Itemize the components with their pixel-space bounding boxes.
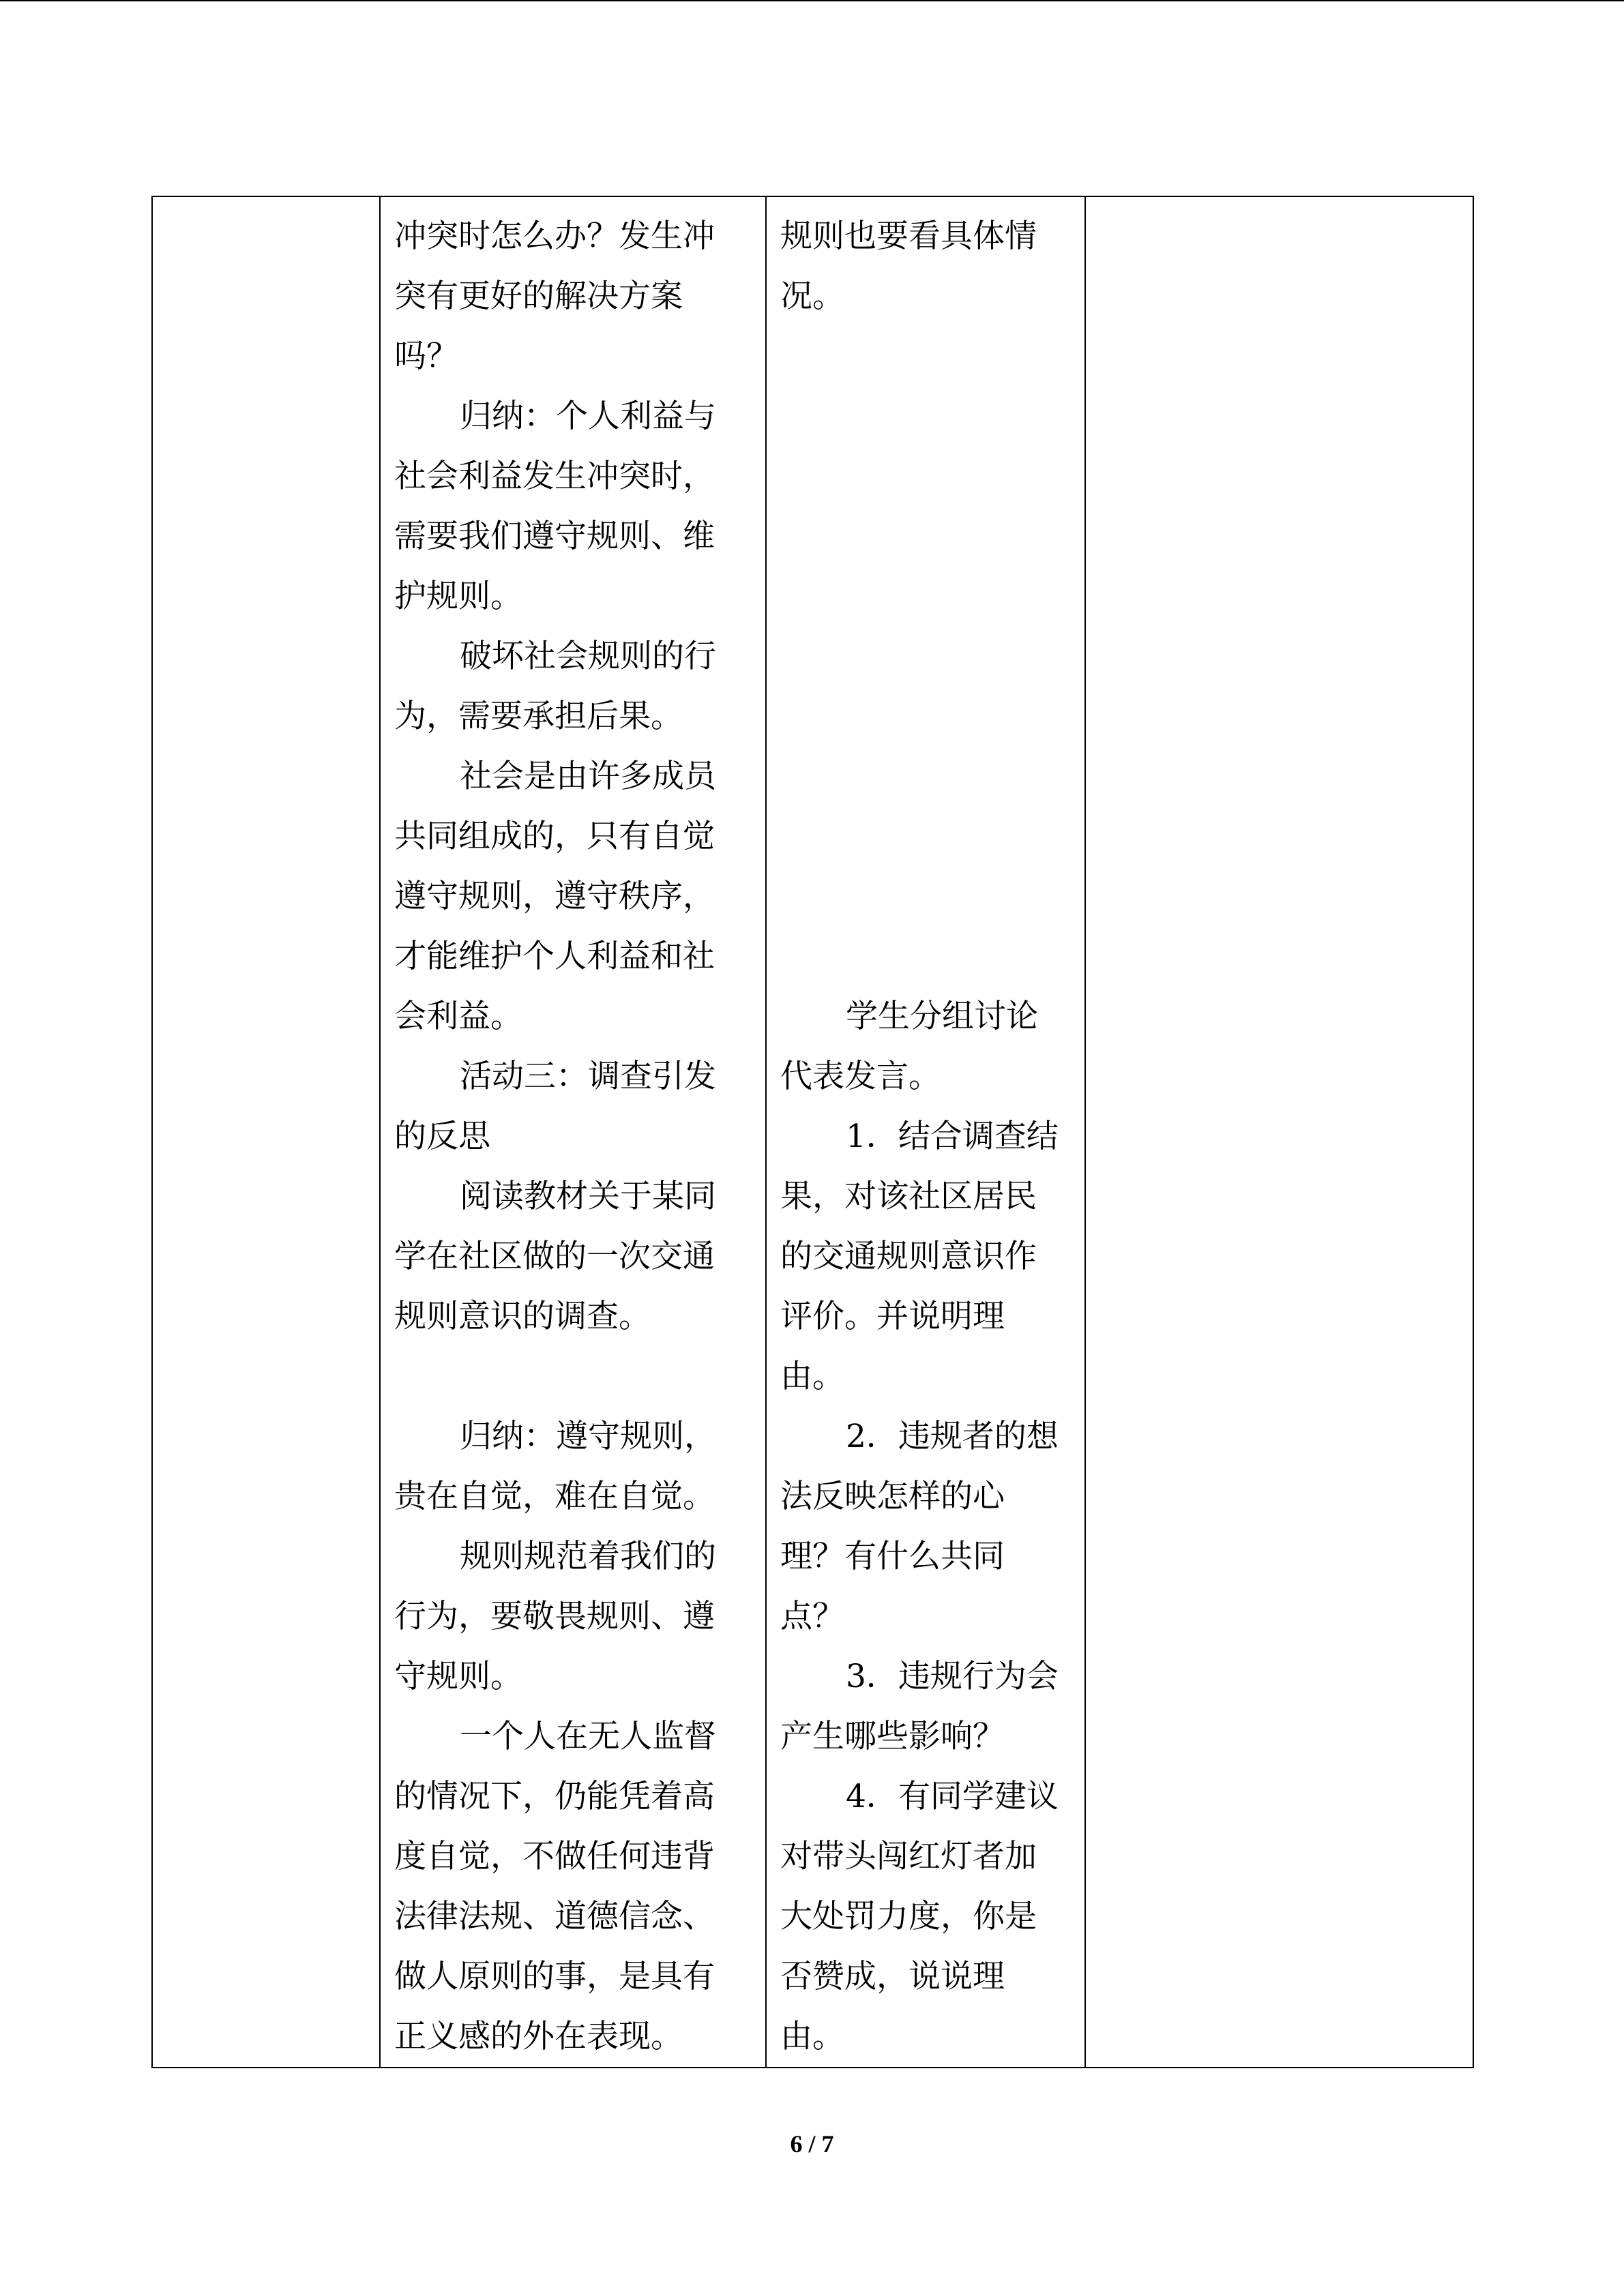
text-line: 点？	[780, 1598, 844, 1635]
text-line	[780, 807, 1071, 867]
text-line: 况。	[780, 278, 844, 315]
text-line: 共同组成的，只有自觉	[394, 818, 715, 855]
text-line	[780, 867, 1071, 927]
text-line: 规则规范着我们的	[460, 1538, 716, 1575]
text-line	[780, 687, 1071, 747]
text-line: 法律法规、道德信念、	[394, 1898, 715, 1935]
text-line: 社会利益发生冲突时，	[394, 458, 715, 495]
text-line: 阅读教材关于某同	[460, 1178, 716, 1215]
text-line	[780, 447, 1071, 507]
text-line: 一个人在无人监督	[460, 1718, 716, 1755]
text-line: 评价。并说明理	[780, 1298, 1005, 1335]
text-line: 正义感的外在表现。	[394, 2018, 683, 2055]
text-line: 否赞成，说说理	[780, 1958, 1005, 1995]
text-line: 规则意识的调查。	[394, 1298, 651, 1335]
text-line: 的情况下，仍能凭着高	[394, 1778, 715, 1815]
text-line: 才能维护个人利益和社	[394, 938, 715, 975]
text-line: 3．违规行为会	[846, 1658, 1059, 1695]
text-line: 活动三：调查引发	[460, 1058, 716, 1095]
text-line: 由。	[780, 2018, 844, 2055]
text-line: 护规则。	[394, 578, 522, 615]
text-line: 的交通规则意识作	[780, 1238, 1037, 1275]
text-line: 产生哪些影响？	[780, 1718, 1005, 1755]
text-line: 果，对该社区居民	[780, 1178, 1037, 1215]
text-line: 法反映怎样的心	[780, 1478, 1005, 1515]
text-line: 为，需要承担后果。	[394, 698, 683, 735]
page-number: 6 / 7	[790, 2130, 834, 2158]
text-line	[780, 627, 1071, 687]
text-line: 4．有同学建议	[846, 1778, 1059, 1815]
student-activity-cell	[766, 196, 1085, 2068]
text-line: 吗？	[394, 338, 458, 375]
text-line: 代表发言。	[780, 1058, 941, 1095]
teacher-activity-cell	[380, 196, 766, 2068]
text-line: 学在社区做的一次交通	[394, 1238, 715, 1275]
text-line	[394, 1347, 752, 1407]
text-line: 冲突时怎么办？发生冲	[394, 218, 715, 255]
table-row	[152, 196, 1473, 2068]
text-line: 1．结合调查结	[846, 1118, 1059, 1155]
lesson-plan-table	[151, 196, 1474, 2068]
text-line: 做人原则的事，是具有	[394, 1958, 715, 1995]
text-line: 守规则。	[394, 1658, 522, 1695]
text-line: 突有更好的解决方案	[394, 278, 683, 315]
top-border-line	[0, 0, 1624, 1]
text-line: 破坏社会规则的行	[460, 638, 716, 675]
student-activity-text	[780, 207, 1071, 2067]
text-line: 对带头闯红灯者加	[780, 1838, 1037, 1875]
stage-cell	[152, 196, 380, 2068]
text-line	[780, 747, 1071, 807]
text-line: 学生分组讨论	[846, 998, 1038, 1035]
text-line: 贵在自觉，难在自觉。	[394, 1478, 715, 1515]
text-line: 的反思	[394, 1118, 490, 1155]
text-line	[780, 567, 1071, 627]
teacher-activity-text	[394, 207, 752, 2067]
text-line: 2．违规者的想	[846, 1418, 1059, 1455]
text-line: 规则也要看具体情	[780, 218, 1037, 255]
text-line	[780, 387, 1071, 447]
text-line: 度自觉，不做任何违背	[394, 1838, 715, 1875]
text-line: 社会是由许多成员	[460, 758, 716, 795]
text-line	[780, 507, 1071, 567]
text-line	[780, 327, 1071, 387]
text-line: 理？有什么共同	[780, 1538, 1005, 1575]
text-line: 遵守规则，遵守秩序，	[394, 878, 715, 915]
text-line: 由。	[780, 1358, 844, 1395]
design-intent-cell	[1085, 196, 1473, 2068]
text-line: 大处罚力度，你是	[780, 1898, 1037, 1935]
text-line	[780, 927, 1071, 987]
text-line: 会利益。	[394, 998, 522, 1035]
text-line: 行为，要敬畏规则、遵	[394, 1598, 715, 1635]
text-line: 归纳：遵守规则，	[460, 1418, 716, 1455]
text-line: 需要我们遵守规则、维	[394, 518, 715, 555]
text-line: 归纳：个人利益与	[460, 398, 716, 435]
